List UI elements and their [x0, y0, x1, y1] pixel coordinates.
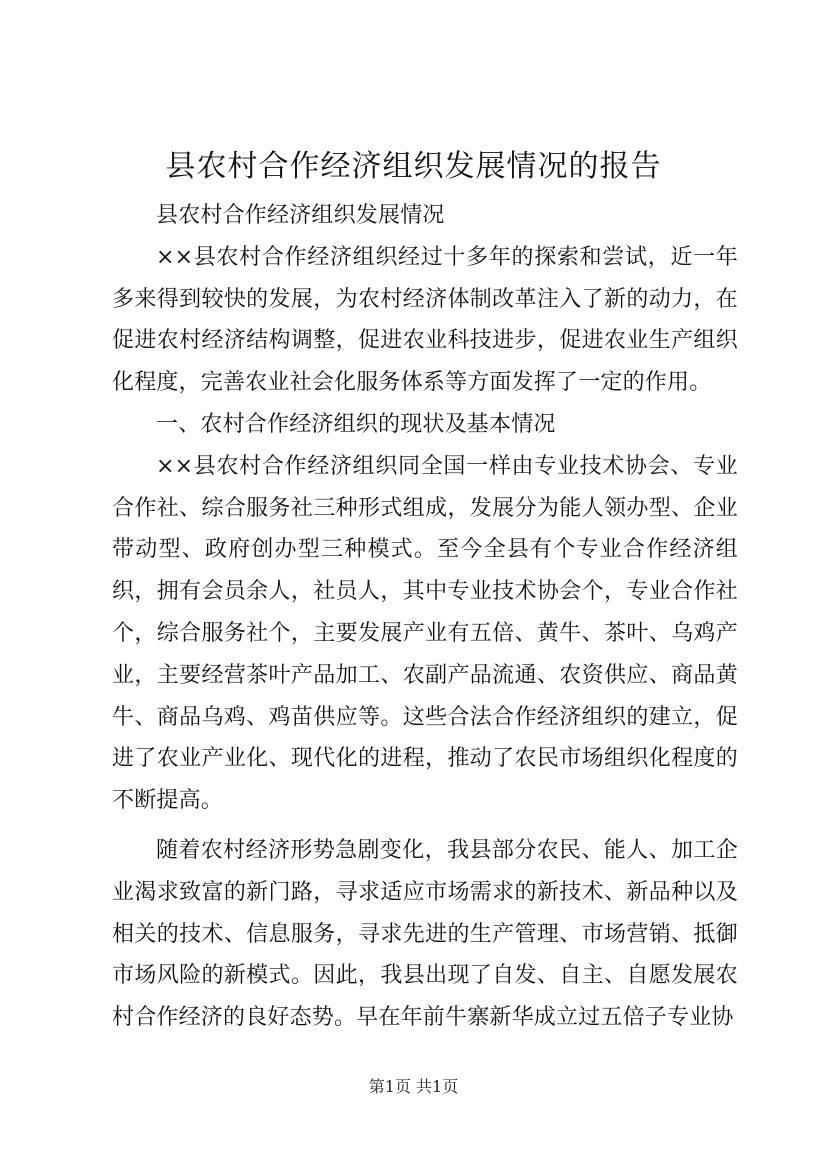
paragraph-intro: ××县农村合作经济组织经过十多年的探索和尝试，近一年多来得到较快的发展，为农村经济体制改革注入了新的动力，在促进农村经济结构调整，促进农业科技进步，促进农业生产组织化程度，完善农业社会化服务体系等方面发挥了一定的作用。: [112, 244, 738, 396]
paragraph-current-status: ××县农村合作经济组织同全国一样由专业技术协会、专业合作社、综合服务社三种形式组成，发展分为能人领办型、企业带动型、政府创办型三种模式。至今全县有个专业合作经济组织，拥有会员余人，社员人，其中专业技术协会个，专业合作社个，综合服务社个，主要发展产业有五倍、黄牛、茶叶、乌鸡产业，主要经营茶叶产品加工、农副产品流通、农资供应、商品黄牛、商品乌鸡、鸡苗供应等。这些合法合作经济组织的建立，促进了农业产业化、现代化的进程，推动了农民市场组织化程度的不断提高。: [112, 453, 738, 814]
paragraph-development-trend: 随着农村经济形势急剧变化，我县部分农民、能人、加工企业渴求致富的新门路，寻求适应市场需求的新技术、新品种以及相关的技术、信息服务，寻求先进的生产管理、市场营销、抵御市场风险的新模式。因此，我县出现了自发、自主、自愿发展农村合作经济的良好态势。早在年前牛寨新华成立过五倍子专业协: [112, 837, 738, 1031]
paragraph-subtitle: 县农村合作经济组织发展情况: [156, 203, 445, 228]
document-title: 县农村合作经济组织发展情况的报告: [165, 149, 662, 184]
document-body: [112, 195, 738, 1039]
section-heading: 一、农村合作经济组织的现状及基本情况: [156, 411, 556, 437]
page-number-footer: 第1页 共1页: [368, 1077, 459, 1096]
